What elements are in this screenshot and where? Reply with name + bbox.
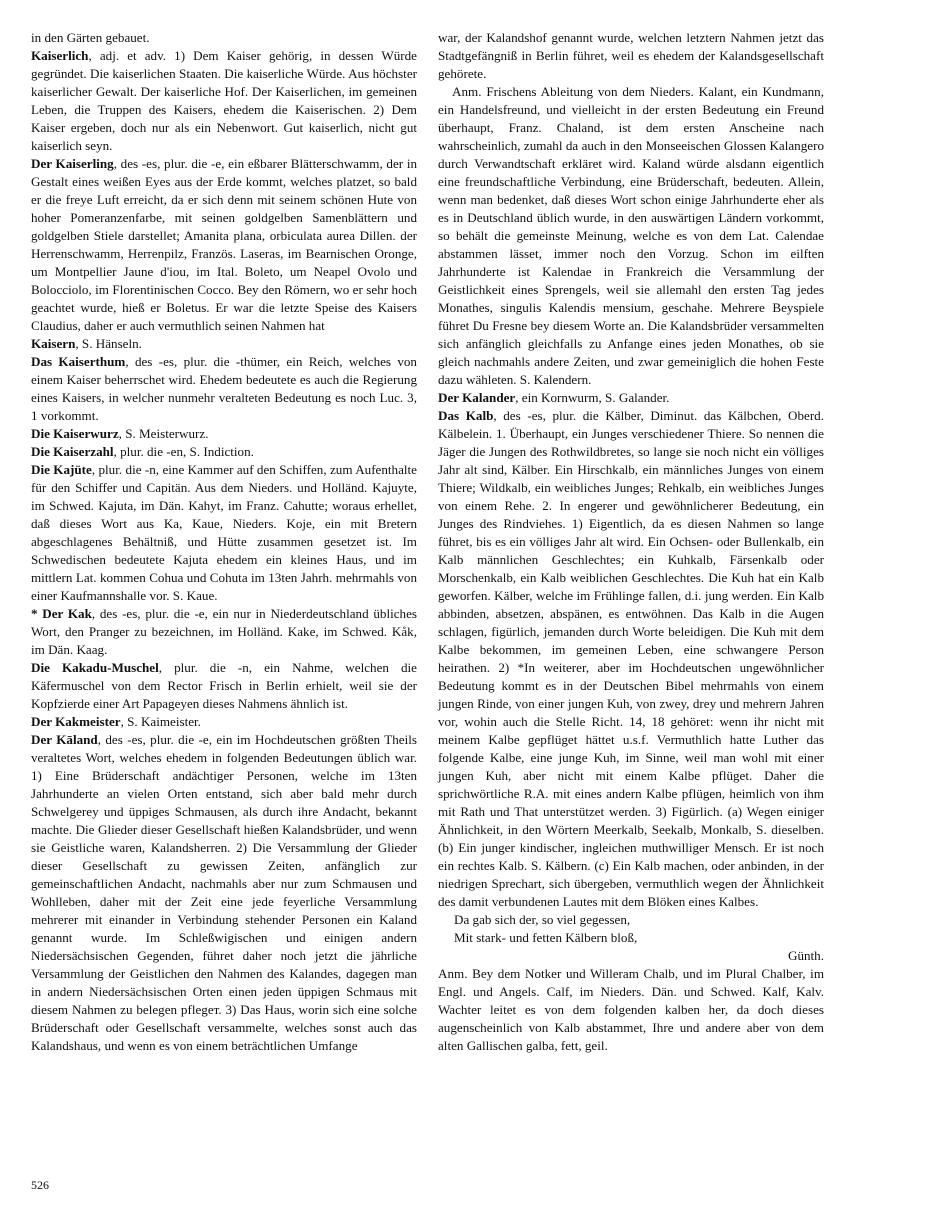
entry-kaisern: Kaisern, S. Hänseln. bbox=[31, 336, 142, 351]
entry-kaiserzahl: Die Kaiserzahl, plur. die -en, S. Indiction. bbox=[31, 444, 254, 459]
entry-kaiserthum: Das Kaiserthum, des -es, plur. die -thümer, ein Reich, welches von einem Kaiser beherrschet wird. Ehedem bedeutete es auch die Regierung eines Kaisers, in welcher nunmehr veralteten Bedeutung es noch Luc. 3, 1 vorkommt. bbox=[31, 354, 417, 423]
headword: * Der Kak bbox=[31, 606, 92, 621]
entry-kakmeister: Der Kakmeister, S. Kaimeister. bbox=[31, 714, 201, 729]
right-column bbox=[438, 29, 824, 1055]
headword: Der Kāland bbox=[31, 732, 98, 747]
entry-kaiserwurz: Die Kaiserwurz, S. Meisterwurz. bbox=[31, 426, 209, 441]
page-number: 526 bbox=[31, 1178, 49, 1192]
verse-line: Da gab sich der, so viel gegessen, bbox=[454, 912, 631, 927]
verse-line: Mit stark- und fetten Kälbern bloß, bbox=[454, 930, 638, 945]
headword: Der Kalander bbox=[438, 390, 516, 405]
entry-kaiserling: Der Kaiserling, des -es, plur. die -e, ein eßbarer Blätterschwamm, der in Gestalt eines weißen Eyes aus der Erde kommt, welches platzet, so bald er die freye Luft erreicht, da er sich denn mit seinem schönen Hute von hoher Pomeranzenfarbe, mit seinen goldgelben Samenblättern und goldgelben Stiele darstellet; Amanita plana, orbiculata aurea Dillen. der Herrenschwamm, Herrenpilz, Französ. Laseras, im Bearnischen Oronge, um Montpellier Jaune d'iou, im Ital. Boleto, um Neapel Ovolo und Bolocciolo, im Florentinischen Cocco. Bey den Römern, wo er sehr hoch geachtet wurde, hieß er Boletus. Er war die letzte Speise des Kaisers Claudius, daher er auch vermuthlich seinen Nahmen hat bbox=[31, 156, 417, 333]
verse-attribution: Günth. bbox=[787, 948, 824, 963]
entry-kak: * Der Kak, des -es, plur. die -e, ein nur in Niederdeutschland übliches Wort, den Pranger zu bezeichnen, im Holländ. Kake, im Schwed. Kåk, im Dän. Kaag. bbox=[31, 606, 417, 657]
entry-kakadu-muschel: Die Kakadu-Muschel, plur. die -n, ein Nahme, welchen die Käfermuschel von dem Rector Frisch in Berlin erhielt, weil sie der Kopfzierde einer Art Papageyen dieses Nahmens ähnlich ist. bbox=[31, 660, 417, 711]
kaland-annotation: Anm. Frischens Ableitung von dem Nieders. Kalant, ein Kundmann, ein Handelsfreund, und vielleicht in der ersten Bedeutung ein Freund überhaupt, Franz. Chaland, ist dem ersten Anscheine nach wahrscheinlich, zumahl da auch in den Monseeischen Glossen Kalangero durch Verwandtschaft erkläret wird. Kaland würde alsdann eigentlich eine freundschaftliche Verbindung, eine Brüderschaft, bedeuten. Allein, wenn man bedenket, daß dieses Wort schon einige Jahrhunderte eher als es in Deutschland üblich wurde, in den auswärtigen Ländern vorkommt, so behält die gemeinste Meinung, welche es von dem Lat. Calendae abstammen lässet, immer noch den Vorzug. Schon im eilften Jahrhunderte ist Kalendae in Frankreich die Versammlung der Geistlichkeit eines Sprengels, weil sie allemahl den ersten Tag jedes Monathes, singulis Kalendis mensium, geschahe. Mehrere Beyspiele führet Du Fresne bey diesem Worte an. Die Kalandsbrüder versammelten sich anfänglich gleichfalls zu Anfange eines jeden Monathes, ob sie gleich nachmahls andere Zeiten, und zwar gemeiniglich die hohen Feste dazu wählеten. S. Kalendern. bbox=[438, 84, 824, 387]
headword: Der Kaiserling bbox=[31, 156, 114, 171]
entry-kajuete: Die Kajüte, plur. die -n, eine Kammer auf den Schiffen, zum Aufenthalte für den Schiffer und Capitän. Aus dem Nieders. und Holländ. Kajuyte, im Schwed. Kajuta, im Dän. Kahyt, im Franz. Cahutte; woraus erhellet, daß dieses Wort aus Ka, Kaue, Nieders. Koje, ein mit Bretern abgeschlagenes Behältniß, und Hütte zusammen gesetzet ist. Im Schwedischen bedeutete Kajuta ehedem ein kleines Haus, und im mittlern Lat. kommen Cohua und Cohuta im 13ten Jahrh. mehrmahls von einer Kaufmannshalle vor. S. Kaue. bbox=[31, 462, 417, 603]
headword: Die Kaiserzahl bbox=[31, 444, 114, 459]
headword: Die Kakadu-Muschel bbox=[31, 660, 159, 675]
headword: Das Kalb bbox=[438, 408, 494, 423]
kalb-annotation: Anm. Bey dem Notker und Willeram Chalb, und im Plural Chalber, im Engl. und Angels. Calf, im Nieders. Dän. und Schwed. Kalf, Kalv. Wachter leitet es von dem folgenden kalben her, da doch dieses augenscheinlich von Kalb abstammet, Ihre und andere aber von dem alten Gallischen galba, fett, geil. bbox=[438, 966, 824, 1053]
left-column bbox=[31, 29, 417, 1055]
headword: Die Kaiserwurz bbox=[31, 426, 119, 441]
headword: Der Kakmeister bbox=[31, 714, 121, 729]
headword: Die Kajüte bbox=[31, 462, 92, 477]
entry-kalb: Das Kalb, des -es, plur. die Kälber, Diminut. das Kälbchen, Oberd. Kälbelein. 1. Überhaupt, ein Junges verschiedener Thiere. So nennen die Jäger die Jungen des Rothwildbretes, so lange sie noch nicht ein völliges Jahr alt sind, Kälber. Ein Hirschkalb, ein männliches Junges von einem Thiere; Wildkalb, ein weibliches Junges; Rehkalb, ein weibliches Junges von einem Rehe. 2. In engerer und gewöhnlicherer Bedeutung, ein Junges des Rindviehes. 1) Eigentlich, da es diesen Nahmen so lange führet, bis es ein völliges Jahr alt wird. Ein Ochsen- oder Bullenkalb, ein Kalb männlichen Geschlechtes; ein Kuhkalb, Färsenkalb oder Morschenkalb, ein Kalb weiblichen Geschlechtes. Die Kuh hat ein Kalb geworfen. Kälber, welche im Frühlinge fallen, d.i. jung werden. Ein Kalb abbinden, absetzen, abspänen, es entwöhnen. Das Kalb in die Augen schlagen, figürlich, jemanden durch Worte beleidigen. Die Kuh mit dem Kalbe bekommen, im gemeinen Leben, eine schwangere Person heirathen. 2) *In weiterer, aber im Hochdeutschen ungewöhnlicher Bedeutung kommt es in der Deutschen Bibel mehrmahls von einem jungen Rinde, von einer jungen Kuh, von zwey, drey und mehrern Jahren vor, wohin auch die Stelle Richt. 14, 18 gehöret: wenn ihr nicht mit meinem Kalbe gepflüget hättet u.s.f. Vermuthlich hatte Luther das folgende Kalbe, eine junge Kuh, im Sinne, weil man wohl mit einer jungen Kuh, aber nicht mit einem Kalbe pflüget. Daher die sprichwörtliche R.A. mit eines andern Kalbe pflügen, heimlich von ihm mit Rath und That unterstützet werden. 3) Figürlich. (a) Wegen einiger Ähnlichkeit, in den Wörtern Meerkalb, Seekalb, Monkalb, S. dieselben. (b) Ein junger kindischer, ingleichen muthwilliger Mensch. Er ist noch ein rechtes Kalb. S. Kälbern. (c) Ein Kalb machen, oder anbinden, in der niedrigen Sprechart, sich übergeben, vermuthlich wegen der Ähnlichkeit des damit verbundenen Lautes mit dem Blöken eines Kalbes. bbox=[438, 408, 824, 909]
headword: Kaiserlich bbox=[31, 48, 89, 63]
entry-kalander: Der Kalander, ein Kornwurm, S. Galander. bbox=[438, 390, 670, 405]
kaland-continuation: war, der Kalandshof genannt wurde, welchen letztern Nahmen jetzt das Stadtgefängniß in Berlin führet, weil es ehedem der Kalandsgesellschaft gehörete. bbox=[438, 30, 824, 81]
entry-continuation: in den Gärten gebauet. bbox=[31, 30, 150, 45]
entry-kaland: Der Kāland, des -es, plur. die -e, ein im Hochdeutschen größten Theils veraltetes Wort, welches ehedem in folgenden Bedeutungen üblich war. 1) Eine Brüderschaft andächtiger Personen, welche im 13ten Jahrhunderte an vielen Orten entstand, sich aber bald mehr durch Schwelgerey und üppiges Schmausen, als durch ihre Andacht, bekannt machte. Die Glieder dieser Gesellschaft hießen Kalandsbrüder, und wenn sie Geistliche waren, Kalandsherren. 2) Die Versammlung der Glieder dieser Gesellschaft zu gewissen Zeiten, anfänglich zur gemeinschaftlichen Andacht, nachmahls aber nur zum Schmausen und Wohlleben, daher mit der Zeit eine jede feyerliche Versammlung mehrerer mit einander in Verbindung stehender Personen ein Kaland genannt wurde. Im Schleßwigischen und einigen andern Niedersächsischen Gegenden, führet daher noch jetzt die jährliche Versammlung der Geistlichen den Nahmen des Kalandes, dagegen man in andern Niedersächsischen Orten einen jeden üppigen Schmaus mit diesem Nahmen zu belegen pflegeт. 3) Das Haus, worin sich eine solche Brüderschaft oder Gesellschaft versammelte, welches sonst auch das Kalandshaus, und wenn es von einem beträchtlichen Umfange bbox=[31, 732, 417, 1053]
entry-kaiserlich: Kaiserlich, adj. et adv. 1) Dem Kaiser gehörig, in dessen Würde gegründet. Die kaiserlichen Staaten. Die kaiserliche Würde. Aus höchster kaiserlicher Gewalt. Der kaiserliche Hof. Der Kaiserlichen, im gemeinen Leben, die Truppen des Kaisers, ehedem die Kaiserischen. 2) Dem Kaiser ergeben, doch nur als ein Nebenwort. Gut kaiserlich, nicht gut kaiserlich seyn. bbox=[31, 48, 417, 153]
headword: Kaisern bbox=[31, 336, 76, 351]
headword: Das Kaiserthum bbox=[31, 354, 126, 369]
